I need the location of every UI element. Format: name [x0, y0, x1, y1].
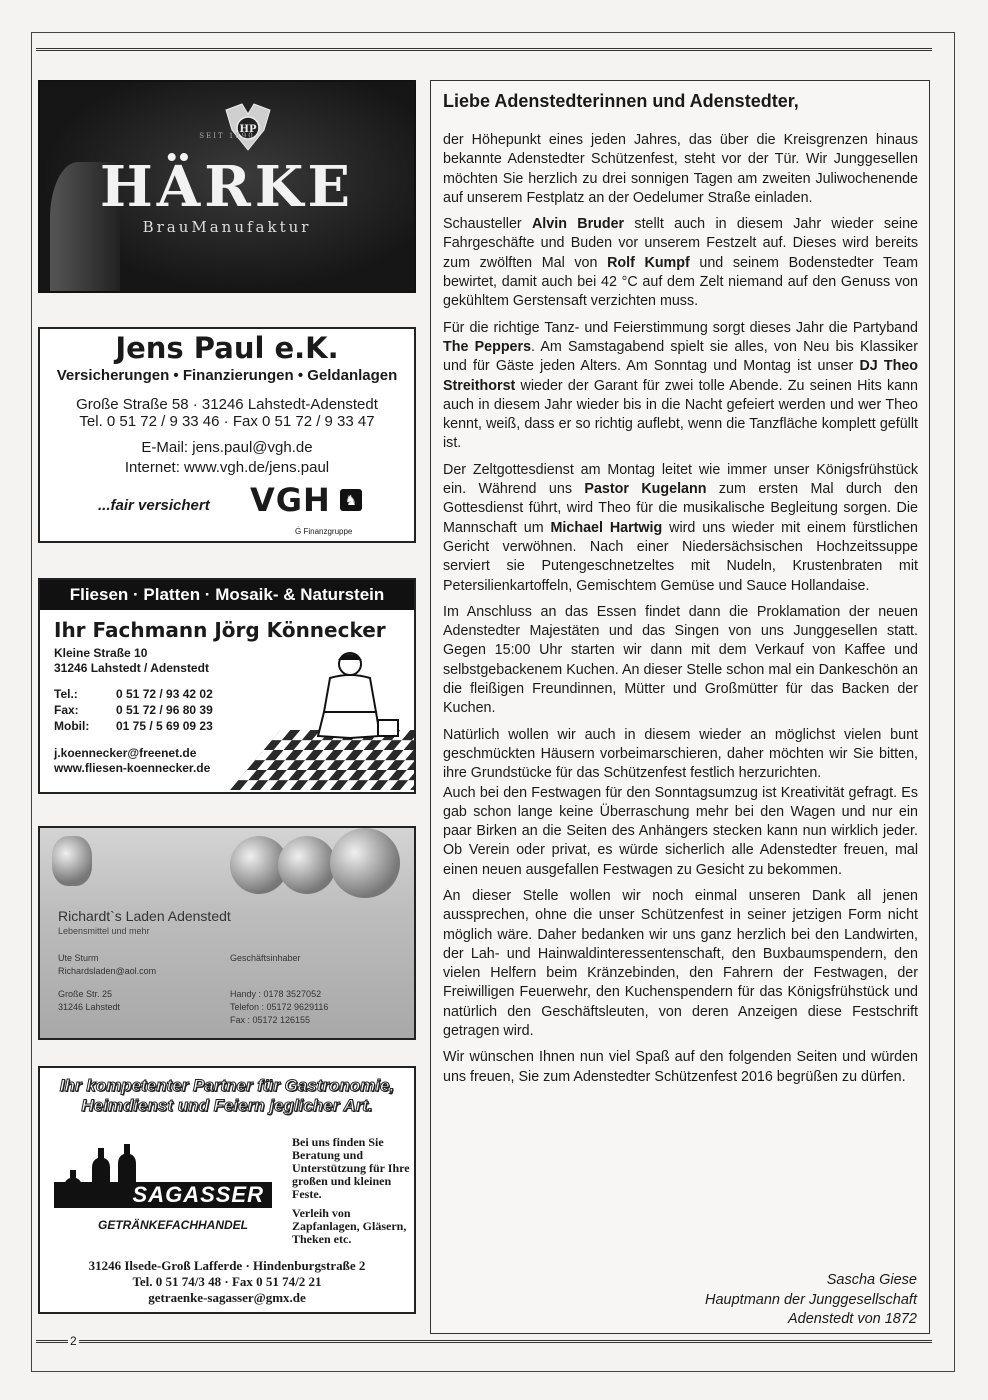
jens-paul-services: Versicherungen • Finanzierungen • Geldanlagen: [56, 367, 398, 384]
ad-fliesen: [38, 578, 416, 794]
letter-paragraph: An dieser Stelle wollen wir noch einmal unseren Dank all jenen aussprechen, ohne die unser Schützenfest in seiner jetzigen Form nicht möglich wäre. Daher bedanken wir uns ganz herzlich bei den Landwirten, der Lah- und Hainwaldinteressentenschaft, den Buxbaumspendern, den vielen Helfern beim Kränzebinden, den Fahrern der Festwagen, der Freiwilligen Feuerwehr, den Kuchenspendern für das Königsfrühstück und natürlich den Geschäftsleuten, von deren Anzeigen diese Festschrift getragen wird.: [443, 887, 918, 1040]
sagasser-phone: Tel. 0 51 74/3 48 · Fax 0 51 74/2 21: [132, 1274, 322, 1289]
ad-sagasser: [38, 1066, 416, 1314]
name-pastor-kugelann: Pastor Kugelann: [584, 481, 707, 498]
mobil-label: Mobil:: [54, 719, 90, 733]
richardt-handy: Handy : 0178 3527052: [230, 989, 322, 999]
richardt-email: Richardsladen@aol.com: [58, 966, 157, 976]
ad-richardt: [38, 826, 416, 1040]
sagasser-headline-1: Ihr kompetenter Partner für Gastronomie,: [59, 1076, 395, 1095]
signature-title: Hauptmann der Junggesellschaft: [705, 1291, 917, 1308]
sagasser-side-1: Bei uns finden Sie Beratung und Unterstützung für Ihre großen und kleinen Feste.: [292, 1135, 410, 1201]
fliesen-title: Ihr Fachmann Jörg Könnecker: [54, 618, 386, 642]
jens-paul-internet: Internet: www.vgh.de/jens.paul: [124, 459, 330, 476]
letter-paragraph: Schausteller Alvin Bruder stellt auch in diesem Jahr wieder seine Fahrgeschäfte und Buden vor unserem Festzelt auf. Dieses wird bereits zum zwölften Mal von Rolf Kumpf und seinem Bodenstedter Team bewirtet, damit auch bei 42 °C auf dem Zelt niemand auf den Genuss von gekühltem Gerstensaft verzichten muss.: [443, 216, 918, 310]
richardt-city: 31246 Lahstedt: [58, 1002, 121, 1012]
letter-paragraph: Im Anschluss an das Essen findet dann die Proklamation der neuen Adenstedter Majestäten und das Singen von uns Junggesellen statt. Gegen 15:00 Uhr starten wir dann mit dem Verkauf von Kaffee und selbstgebackenem Kuchen. An dieser Stelle schon mal ein Dankeschön an die fleißigen Freundinnen, Mütter und Großmütter für das Backen der Kuchen.: [443, 603, 918, 717]
sagasser-side-2: Verleih von Zapfanlagen, Gläsern, Theken etc.: [292, 1206, 407, 1246]
letter-signature: [705, 1271, 917, 1330]
top-rule: [36, 48, 932, 51]
fliesen-city: 31246 Lahstedt / Adenstedt: [54, 661, 209, 675]
bottom-rule: [36, 1340, 932, 1343]
richardt-owner: Ute Sturm: [58, 953, 99, 963]
fliesen-banner: Fliesen · Platten · Mosaik- & Naturstein: [40, 580, 414, 610]
fax-label: Fax:: [54, 703, 79, 717]
name-dj-theo: DJ Theo Streithorst: [443, 358, 919, 394]
page-number: 2: [70, 1334, 77, 1348]
harke-sub: BrauManufaktur: [142, 218, 312, 236]
letter-body: [443, 131, 918, 1094]
signature-org: Adenstedt von 1872: [788, 1311, 917, 1327]
tiler-worker-illustration: [310, 650, 400, 745]
sagasser-type: GETRÄNKEFACHHANDEL: [98, 1218, 248, 1232]
fliesen-email: j.koennecker@freenet.de: [54, 746, 197, 760]
ad-harke: [38, 80, 416, 293]
richardt-fax: Fax : 05172 126155: [230, 1015, 311, 1025]
tel-label: Tel.:: [54, 687, 78, 701]
fruit-image: [52, 836, 92, 886]
horse-icon: ♞: [340, 489, 362, 511]
sagasser-email: getraenke-sagasser@gmx.de: [148, 1290, 306, 1305]
svg-text:HP: HP: [239, 124, 257, 135]
letter-paragraph: Auch bei den Festwagen für den Sonntagsumzug ist Kreativität gefragt. Es gab schon lange keine Überraschung mehr bei den Wagen und nur ein paar Birken an die Seiten des Anhängers stecken kann nun wirklich jeder. Ob Verein oder privat, es würde sicherlich alle Adenstedter freuen, mal einen neuen ausgefallen Festwagen zu Gesicht zu bekommen.: [443, 784, 918, 878]
sagasser-logo: SAGASSER: [54, 1182, 272, 1208]
fliesen-mobil: 01 75 / 5 69 09 23: [116, 719, 213, 733]
richardt-telefon: Telefon : 05172 9629116: [230, 1002, 329, 1012]
name-michael-hartwig: Michael Hartwig: [550, 519, 663, 536]
sagasser-address: 31246 Ilsede-Groß Lafferde · Hindenburgstraße 2: [88, 1258, 366, 1273]
jens-paul-phone: Tel. 0 51 72 / 9 33 46 · Fax 0 51 72 / 9 33 47: [79, 413, 375, 430]
vgh-logo: VGH: [250, 481, 331, 519]
name-the-peppers: The Peppers: [443, 338, 532, 355]
jens-paul-address: Große Straße 58 · 31246 Lahstedt-Adenstedt: [76, 396, 378, 413]
finanzgruppe-label: Finanzgruppe: [303, 527, 353, 536]
fliesen-fax: 0 51 72 / 96 80 39: [116, 703, 213, 717]
fliesen-tel: 0 51 72 / 93 42 02: [116, 687, 213, 701]
sparkasse-icon: Ġ: [295, 527, 304, 536]
fruit-image: [330, 828, 400, 898]
fruit-image: [278, 836, 336, 894]
sagasser-headline-2: Heimdienst und Feiern jeglicher Art.: [81, 1096, 373, 1115]
jens-paul-name: Jens Paul e.K.: [115, 331, 339, 365]
letter-paragraph: Der Zeltgottesdienst am Montag leitet wie immer unser Königsfrühstück ein. Während uns Pastor Kugelann zum ersten Mal durch den Gottesdienst führt, wird Theo für die musikalische Begleitung sorgen. Die Mannschaft um Michael Hartwig wird uns wieder mit einem fürstlichen Gericht verwöhnen. Nach einer Niedersächsischen Hochzeitssuppe serviert sie Putengeschnetzeltes mit Nudeln, Krustenbraten mit Petersilienkartoffeln, Gemischtem Gemüse und Sauce Hollandaise.: [443, 461, 919, 594]
richardt-street: Große Str. 25: [58, 989, 113, 999]
letter-paragraph: Wir wünschen Ihnen nun viel Spaß auf den folgenden Seiten und würden uns freuen, Sie zum Adenstedter Schützenfest 2016 begrüßen zu dürfen.: [443, 1049, 918, 1085]
name-alvin-bruder: Alvin Bruder: [531, 216, 625, 233]
ad-jens-paul: [38, 327, 416, 543]
richardt-owner-label: Geschäftsinhaber: [230, 953, 301, 963]
richardt-sub: Lebensmittel und mehr: [58, 926, 150, 936]
harke-crest-logo: [220, 100, 276, 156]
jens-paul-email: E-Mail: jens.paul@vgh.de: [141, 439, 313, 456]
signature-name: Sascha Giese: [826, 1272, 917, 1288]
letter-paragraph: der Höhepunkt eines jeden Jahres, das über die Kreisgrenzen hinaus bekannte Adenstedter Schützenfest, steht vor der Tür. Wir Junggesellen möchten Sie herzlich zu drei sonnigen Tagen am zweiten Juliwochenende auf unserem Festplatz an der Oedelumer Straße einladen.: [443, 132, 918, 206]
letter-salutation: Liebe Adenstedterinnen und Adenstedter,: [443, 91, 799, 111]
jens-paul-slogan: ...fair versichert: [98, 497, 210, 514]
fliesen-web: www.fliesen-koennecker.de: [54, 761, 211, 775]
letter-paragraph: Für die richtige Tanz- und Feierstimmung sorgt dieses Jahr die Partyband The Peppers. Am Samstagabend spielt sie alles, von Neu bis Klassiker und für Gäste jeden Alters. Am Sonntag und Montag ist unser DJ Theo Streithorst wieder der Garant für zwei tolle Abende. Zu seinen Hits kann auch in diesem Jahr wieder bis in die Nacht gefeiert werden und wer Theo kennt, weiß, dass er so richtig auflebt, wenn die Tanzfläche komplett gefüllt ist.: [443, 319, 919, 452]
name-rolf-kumpf: Rolf Kumpf: [607, 254, 690, 271]
letter-paragraph: Natürlich wollen wir auch in diesem wieder an möglichst vielen bunt geschmückten Häusern vorbeimarschieren, daher möchten wir Sie bitten, ihre Grundstücke für das Schützenfest festlich herzurichten.: [443, 726, 918, 782]
fliesen-street: Kleine Straße 10: [54, 646, 148, 660]
richardt-name: Richardt`s Laden Adenstedt: [58, 908, 231, 924]
harke-name: HÄRKE: [99, 154, 355, 220]
harke-years: SEIT 1890: [199, 132, 255, 140]
welcome-letter: [430, 80, 930, 1334]
